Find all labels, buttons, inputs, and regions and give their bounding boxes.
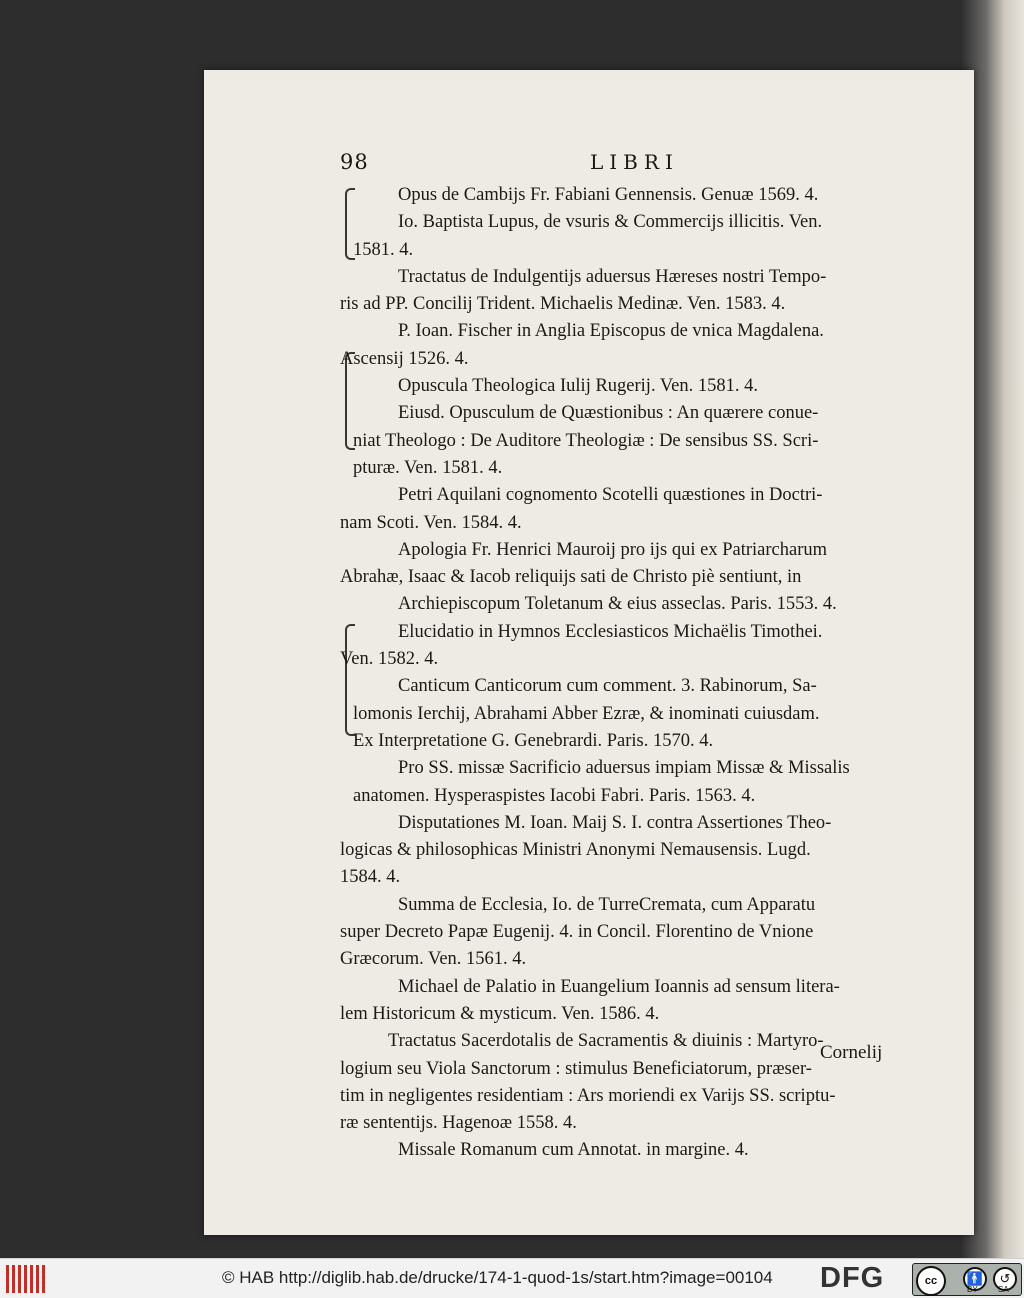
text-line: Michael de Palatio in Euangelium Ioannis ad sensum litera-	[398, 976, 840, 997]
text-line: 1581. 4.	[353, 239, 414, 260]
text-line: 1584. 4.	[340, 867, 401, 888]
text-line: Opuscula Theologica Iulij Rugerij. Ven. 1581. 4.	[398, 376, 759, 397]
text-line: Ven. 1582. 4.	[340, 649, 439, 670]
text-line: ris ad PP. Concilij Trident. Michaelis Medinæ. Ven. 1583. 4.	[340, 294, 786, 315]
text-line: Tractatus Sacerdotalis de Sacramentis & diuinis : Martyro-	[388, 1031, 824, 1052]
sa-label: SA	[998, 1285, 1009, 1294]
text-line: Archiepiscopum Toletanum & eius asseclas. Paris. 1553. 4.	[398, 594, 837, 615]
text-line: Pro SS. missæ Sacrificio aduersus impiam Missæ & Missalis	[398, 758, 850, 779]
cc-license-badge[interactable]	[912, 1263, 1022, 1296]
page-text	[340, 182, 910, 1165]
by-person-icon: 🚹	[963, 1267, 987, 1291]
text-line: Disputationes M. Ioan. Maij S. I. contra Assertiones Theo-	[398, 812, 832, 833]
text-line: P. Ioan. Fischer in Anglia Episcopus de vnica Magdalena.	[398, 321, 824, 342]
text-line: logium seu Viola Sanctorum : stimulus Beneficiatorum, præser-	[340, 1058, 812, 1079]
text-line: ræ sententijs. Hagenoæ 1558. 4.	[340, 1113, 577, 1134]
catchword: Cornelij	[820, 1042, 883, 1063]
viewer-footer	[0, 1258, 1024, 1298]
page-header	[340, 150, 900, 180]
text-line: Ex Interpretatione G. Genebrardi. Paris. 1570. 4.	[353, 730, 714, 751]
text-line: niat Theologo : De Auditore Theologiæ : De sensibus SS. Scri-	[353, 430, 819, 451]
text-line: Petri Aquilani cognomento Scotelli quæstiones in Doctri-	[398, 485, 823, 506]
text-line: anatomen. Hysperaspistes Iacobi Fabri. Paris. 1563. 4.	[353, 785, 756, 806]
text-line: tim in negligentes residentiam : Ars moriendi ex Varijs SS. scriptu-	[340, 1085, 836, 1106]
text-line: logicas & philosophicas Ministri Anonymi Nemausensis. Lugd.	[340, 840, 811, 861]
by-label: BY	[967, 1285, 978, 1294]
text-line: Summa de Ecclesia, Io. de TurreCremata, cum Apparatu	[398, 894, 816, 915]
text-line: lem Historicum & mysticum. Ven. 1586. 4.	[340, 1003, 660, 1024]
hab-logo-icon[interactable]	[6, 1265, 46, 1293]
share-alike-icon: ↺	[993, 1267, 1017, 1291]
text-line: Apologia Fr. Henrici Mauroij pro ijs qui ex Patriarcharum	[398, 539, 828, 560]
text-line: super Decreto Papæ Eugenij. 4. in Concil. Florentino de Vnione	[340, 922, 814, 943]
text-line: Eiusd. Opusculum de Quæstionibus : An quærere conue-	[398, 403, 819, 424]
text-line: pturæ. Ven. 1581. 4.	[353, 457, 503, 478]
text-line: Opus de Cambijs Fr. Fabiani Gennensis. Genuæ 1569. 4.	[398, 185, 819, 205]
cc-icon: cc	[916, 1266, 946, 1296]
text-line: Io. Baptista Lupus, de vsuris & Commercijs illicitis. Ven.	[398, 212, 823, 233]
text-line: Canticum Canticorum cum comment. 3. Rabinorum, Sa-	[398, 676, 817, 697]
text-line: Elucidatio in Hymnos Ecclesiasticos Michaëlis Timothei.	[398, 621, 823, 642]
text-line: Missale Romanum cum Annotat. in margine. 4.	[398, 1140, 749, 1161]
running-title: LIBRI	[590, 150, 679, 174]
page-number: 98	[340, 150, 369, 174]
text-line: nam Scoti. Ven. 1584. 4.	[340, 512, 522, 533]
text-line: Græcorum. Ven. 1561. 4.	[340, 949, 527, 970]
dfg-logo[interactable]: DFG	[820, 1262, 885, 1294]
text-line: Ascensij 1526. 4.	[340, 348, 469, 369]
source-link[interactable]: © HAB http://diglib.hab.de/drucke/174-1-quod-1s/start.htm?image=00104	[222, 1268, 773, 1287]
text-line: Abrahæ, Isaac & Iacob reliquijs sati de Christo piè sentiunt, in	[340, 567, 802, 588]
show-through	[905, 120, 965, 1120]
text-line: lomonis Ierchij, Abrahami Abber Ezræ, & inominati cuiusdam.	[353, 703, 820, 724]
text-line: Tractatus de Indulgentijs aduersus Hæreses nostri Tempo-	[398, 266, 827, 287]
